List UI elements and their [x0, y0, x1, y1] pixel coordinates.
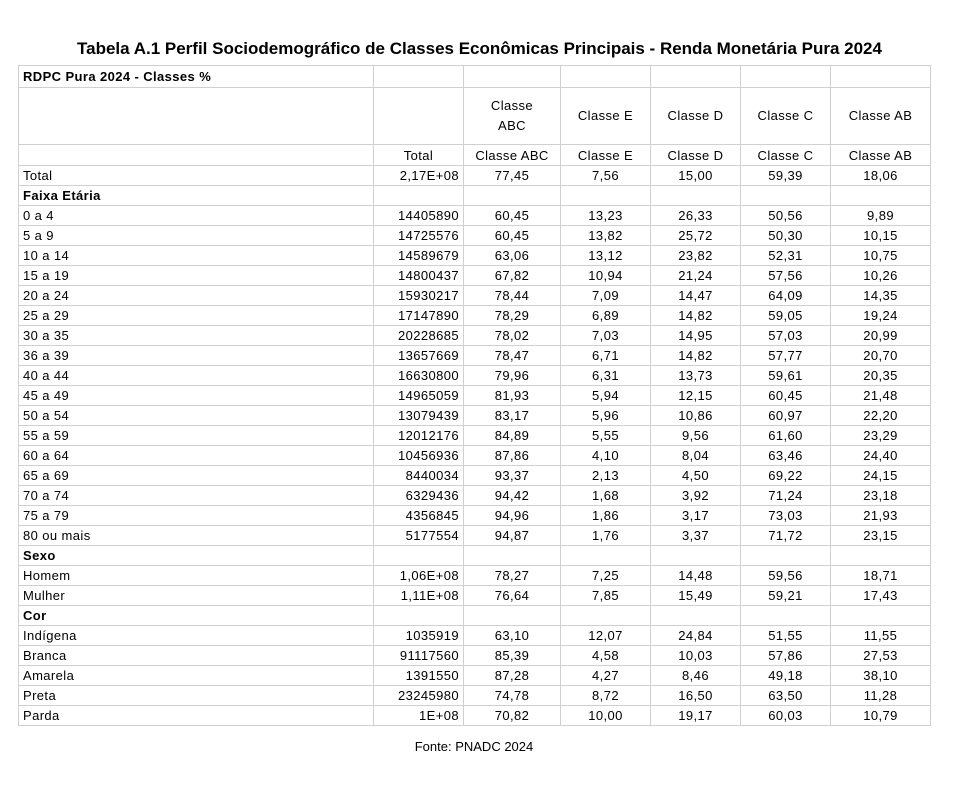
- value-cell: 60,97: [741, 406, 831, 426]
- value-cell: 14,95: [651, 326, 741, 346]
- row-label: Cor: [19, 606, 374, 626]
- table-row: [19, 326, 931, 346]
- column-header-classe-d: Classe D: [651, 145, 741, 166]
- value-cell: 3,17: [651, 506, 741, 526]
- value-cell: 14,35: [831, 286, 931, 306]
- value-cell: 78,47: [464, 346, 561, 366]
- value-cell: 4,27: [561, 666, 651, 686]
- value-cell: [741, 546, 831, 566]
- value-cell: 20,99: [831, 326, 931, 346]
- value-cell: 94,96: [464, 506, 561, 526]
- value-cell: [464, 186, 561, 206]
- value-cell: 49,18: [741, 666, 831, 686]
- value-cell: 79,96: [464, 366, 561, 386]
- value-cell: 21,93: [831, 506, 931, 526]
- table-row: [19, 166, 931, 186]
- row-label: Preta: [19, 686, 374, 706]
- value-cell: 76,64: [464, 586, 561, 606]
- total-cell: 1,06E+08: [374, 566, 464, 586]
- value-cell: 85,39: [464, 646, 561, 666]
- value-cell: 70,82: [464, 706, 561, 726]
- value-cell: 2,13: [561, 466, 651, 486]
- value-cell: [561, 186, 651, 206]
- group-header-classe-c: Classe C: [741, 88, 831, 145]
- value-cell: [464, 546, 561, 566]
- value-cell: 10,86: [651, 406, 741, 426]
- value-cell: [651, 546, 741, 566]
- empty-cell: [741, 66, 831, 88]
- value-cell: 13,12: [561, 246, 651, 266]
- row-label: 80 ou mais: [19, 526, 374, 546]
- value-cell: 27,53: [831, 646, 931, 666]
- value-cell: 3,92: [651, 486, 741, 506]
- value-cell: 24,15: [831, 466, 931, 486]
- empty-cell: [831, 66, 931, 88]
- value-cell: 7,03: [561, 326, 651, 346]
- row-label: Amarela: [19, 666, 374, 686]
- value-cell: 10,26: [831, 266, 931, 286]
- table-row: [19, 226, 931, 246]
- row-label: Faixa Etária: [19, 186, 374, 206]
- row-label: Homem: [19, 566, 374, 586]
- value-cell: 50,56: [741, 206, 831, 226]
- total-cell: 14405890: [374, 206, 464, 226]
- row-label: 50 a 54: [19, 406, 374, 426]
- table-row: [19, 206, 931, 226]
- group-header-row: [19, 88, 931, 145]
- value-cell: 6,31: [561, 366, 651, 386]
- value-cell: 13,82: [561, 226, 651, 246]
- value-cell: 84,89: [464, 426, 561, 446]
- value-cell: 63,50: [741, 686, 831, 706]
- value-cell: 7,56: [561, 166, 651, 186]
- row-label: Sexo: [19, 546, 374, 566]
- table-row: [19, 606, 931, 626]
- row-label: 30 a 35: [19, 326, 374, 346]
- value-cell: [831, 546, 931, 566]
- empty-cell: [464, 66, 561, 88]
- row-label: 20 a 24: [19, 286, 374, 306]
- value-cell: 5,96: [561, 406, 651, 426]
- row-label: 36 a 39: [19, 346, 374, 366]
- table-row: [19, 306, 931, 326]
- total-cell: [374, 546, 464, 566]
- value-cell: 63,10: [464, 626, 561, 646]
- total-cell: 17147890: [374, 306, 464, 326]
- value-cell: 78,29: [464, 306, 561, 326]
- value-cell: 14,82: [651, 306, 741, 326]
- value-cell: [561, 546, 651, 566]
- table-row: [19, 406, 931, 426]
- row-label: 25 a 29: [19, 306, 374, 326]
- value-cell: 71,72: [741, 526, 831, 546]
- value-cell: 5,94: [561, 386, 651, 406]
- row-label: 65 a 69: [19, 466, 374, 486]
- column-header-classe-c: Classe C: [741, 145, 831, 166]
- value-cell: 74,78: [464, 686, 561, 706]
- group-header-label: Classe ABC: [490, 97, 534, 134]
- group-header-classe-d: Classe D: [651, 88, 741, 145]
- value-cell: 57,77: [741, 346, 831, 366]
- column-header-classe-e: Classe E: [561, 145, 651, 166]
- table-row: [19, 626, 931, 646]
- value-cell: 59,61: [741, 366, 831, 386]
- value-cell: 57,03: [741, 326, 831, 346]
- value-cell: 6,71: [561, 346, 651, 366]
- value-cell: 78,27: [464, 566, 561, 586]
- empty-cell: [651, 66, 741, 88]
- value-cell: [561, 606, 651, 626]
- value-cell: 10,94: [561, 266, 651, 286]
- value-cell: [831, 186, 931, 206]
- value-cell: 59,39: [741, 166, 831, 186]
- table-row: [19, 586, 931, 606]
- value-cell: 93,37: [464, 466, 561, 486]
- table-body: [19, 166, 931, 726]
- value-cell: 23,82: [651, 246, 741, 266]
- value-cell: 14,82: [651, 346, 741, 366]
- total-cell: 14965059: [374, 386, 464, 406]
- value-cell: 50,30: [741, 226, 831, 246]
- value-cell: [831, 606, 931, 626]
- table-row: [19, 266, 931, 286]
- row-label: Mulher: [19, 586, 374, 606]
- value-cell: 19,17: [651, 706, 741, 726]
- column-header-total: Total: [374, 145, 464, 166]
- row-label: 15 a 19: [19, 266, 374, 286]
- table-row: [19, 566, 931, 586]
- value-cell: 10,03: [651, 646, 741, 666]
- group-header-classe-e: Classe E: [561, 88, 651, 145]
- total-cell: 14589679: [374, 246, 464, 266]
- total-cell: 12012176: [374, 426, 464, 446]
- value-cell: [651, 606, 741, 626]
- table-row: [19, 186, 931, 206]
- value-cell: 20,70: [831, 346, 931, 366]
- row-label: Branca: [19, 646, 374, 666]
- value-cell: 21,48: [831, 386, 931, 406]
- table-corner-row: [19, 66, 931, 88]
- total-cell: 14725576: [374, 226, 464, 246]
- value-cell: 8,72: [561, 686, 651, 706]
- value-cell: 24,84: [651, 626, 741, 646]
- value-cell: 59,05: [741, 306, 831, 326]
- total-cell: 13079439: [374, 406, 464, 426]
- value-cell: 73,03: [741, 506, 831, 526]
- total-cell: 15930217: [374, 286, 464, 306]
- value-cell: 7,09: [561, 286, 651, 306]
- row-label: 55 a 59: [19, 426, 374, 446]
- value-cell: 23,18: [831, 486, 931, 506]
- table-row: [19, 526, 931, 546]
- group-header-classe-abc: [464, 88, 561, 145]
- total-cell: 1391550: [374, 666, 464, 686]
- total-cell: 1E+08: [374, 706, 464, 726]
- source-note: Fonte: PNADC 2024: [414, 739, 534, 755]
- value-cell: 21,24: [651, 266, 741, 286]
- total-cell: 20228685: [374, 326, 464, 346]
- value-cell: 15,00: [651, 166, 741, 186]
- table-row: [19, 546, 931, 566]
- value-cell: 1,86: [561, 506, 651, 526]
- value-cell: 5,55: [561, 426, 651, 446]
- value-cell: 4,50: [651, 466, 741, 486]
- table-title: Tabela A.1 Perfil Sociodemográfico de Classes Econômicas Principais - Renda Monetária Pura 2024: [77, 39, 882, 58]
- column-header-classe-abc: Classe ABC: [464, 145, 561, 166]
- table-row: [19, 666, 931, 686]
- row-label: 60 a 64: [19, 446, 374, 466]
- value-cell: 23,15: [831, 526, 931, 546]
- value-cell: 64,09: [741, 286, 831, 306]
- value-cell: 60,03: [741, 706, 831, 726]
- row-label: 40 a 44: [19, 366, 374, 386]
- value-cell: 38,10: [831, 666, 931, 686]
- value-cell: 51,55: [741, 626, 831, 646]
- total-cell: 16630800: [374, 366, 464, 386]
- value-cell: 59,21: [741, 586, 831, 606]
- value-cell: 22,20: [831, 406, 931, 426]
- value-cell: 23,29: [831, 426, 931, 446]
- value-cell: 52,31: [741, 246, 831, 266]
- value-cell: 57,56: [741, 266, 831, 286]
- total-cell: 4356845: [374, 506, 464, 526]
- empty-cell: [19, 145, 374, 166]
- value-cell: 8,04: [651, 446, 741, 466]
- value-cell: 20,35: [831, 366, 931, 386]
- value-cell: 10,75: [831, 246, 931, 266]
- value-cell: [651, 186, 741, 206]
- value-cell: 60,45: [741, 386, 831, 406]
- table-row: [19, 386, 931, 406]
- value-cell: 77,45: [464, 166, 561, 186]
- value-cell: 78,44: [464, 286, 561, 306]
- value-cell: 83,17: [464, 406, 561, 426]
- value-cell: 10,15: [831, 226, 931, 246]
- row-label: Indígena: [19, 626, 374, 646]
- value-cell: 67,82: [464, 266, 561, 286]
- value-cell: 6,89: [561, 306, 651, 326]
- total-cell: 14800437: [374, 266, 464, 286]
- row-label: 70 a 74: [19, 486, 374, 506]
- value-cell: 1,68: [561, 486, 651, 506]
- total-cell: 1,11E+08: [374, 586, 464, 606]
- table-row: [19, 446, 931, 466]
- value-cell: 14,48: [651, 566, 741, 586]
- value-cell: 4,58: [561, 646, 651, 666]
- value-cell: [741, 606, 831, 626]
- value-cell: 12,07: [561, 626, 651, 646]
- total-cell: 13657669: [374, 346, 464, 366]
- row-label: 75 a 79: [19, 506, 374, 526]
- total-cell: 91117560: [374, 646, 464, 666]
- value-cell: 12,15: [651, 386, 741, 406]
- table-row: [19, 486, 931, 506]
- value-cell: 16,50: [651, 686, 741, 706]
- value-cell: 61,60: [741, 426, 831, 446]
- total-cell: 5177554: [374, 526, 464, 546]
- value-cell: 59,56: [741, 566, 831, 586]
- table-row: [19, 366, 931, 386]
- total-cell: 6329436: [374, 486, 464, 506]
- value-cell: 3,37: [651, 526, 741, 546]
- table-row: [19, 246, 931, 266]
- value-cell: 94,87: [464, 526, 561, 546]
- row-label: 45 a 49: [19, 386, 374, 406]
- value-cell: 71,24: [741, 486, 831, 506]
- table-row: [19, 506, 931, 526]
- value-cell: 19,24: [831, 306, 931, 326]
- value-cell: 13,73: [651, 366, 741, 386]
- value-cell: 18,06: [831, 166, 931, 186]
- value-cell: 9,89: [831, 206, 931, 226]
- value-cell: 10,79: [831, 706, 931, 726]
- empty-cell: [561, 66, 651, 88]
- column-header-classe-ab: Classe AB: [831, 145, 931, 166]
- value-cell: 25,72: [651, 226, 741, 246]
- socio-demographic-table: [18, 65, 931, 726]
- total-cell: [374, 606, 464, 626]
- row-label: Parda: [19, 706, 374, 726]
- value-cell: 24,40: [831, 446, 931, 466]
- value-cell: 78,02: [464, 326, 561, 346]
- row-label: Total: [19, 166, 374, 186]
- total-cell: 2,17E+08: [374, 166, 464, 186]
- value-cell: 17,43: [831, 586, 931, 606]
- value-cell: 11,55: [831, 626, 931, 646]
- corner-label: RDPC Pura 2024 - Classes %: [19, 66, 374, 88]
- value-cell: 14,47: [651, 286, 741, 306]
- table-row: [19, 426, 931, 446]
- value-cell: [464, 606, 561, 626]
- value-cell: 94,42: [464, 486, 561, 506]
- row-label: 10 a 14: [19, 246, 374, 266]
- value-cell: 4,10: [561, 446, 651, 466]
- value-cell: 9,56: [651, 426, 741, 446]
- total-cell: 10456936: [374, 446, 464, 466]
- value-cell: 57,86: [741, 646, 831, 666]
- total-cell: [374, 186, 464, 206]
- total-cell: 23245980: [374, 686, 464, 706]
- table-row: [19, 466, 931, 486]
- value-cell: 11,28: [831, 686, 931, 706]
- value-cell: 87,86: [464, 446, 561, 466]
- column-header-row: [19, 145, 931, 166]
- empty-cell: [374, 88, 464, 145]
- row-label: 5 a 9: [19, 226, 374, 246]
- value-cell: 13,23: [561, 206, 651, 226]
- value-cell: 7,85: [561, 586, 651, 606]
- value-cell: 8,46: [651, 666, 741, 686]
- value-cell: 18,71: [831, 566, 931, 586]
- value-cell: 81,93: [464, 386, 561, 406]
- empty-cell: [374, 66, 464, 88]
- value-cell: 63,06: [464, 246, 561, 266]
- value-cell: 69,22: [741, 466, 831, 486]
- value-cell: 60,45: [464, 206, 561, 226]
- table-row: [19, 706, 931, 726]
- group-header-classe-ab: Classe AB: [831, 88, 931, 145]
- table-row: [19, 346, 931, 366]
- table-row: [19, 686, 931, 706]
- empty-cell: [19, 88, 374, 145]
- value-cell: 15,49: [651, 586, 741, 606]
- value-cell: 63,46: [741, 446, 831, 466]
- value-cell: 60,45: [464, 226, 561, 246]
- row-label: 0 a 4: [19, 206, 374, 226]
- table-row: [19, 646, 931, 666]
- value-cell: 7,25: [561, 566, 651, 586]
- value-cell: 1,76: [561, 526, 651, 546]
- table-row: [19, 286, 931, 306]
- value-cell: 87,28: [464, 666, 561, 686]
- total-cell: 8440034: [374, 466, 464, 486]
- value-cell: 26,33: [651, 206, 741, 226]
- total-cell: 1035919: [374, 626, 464, 646]
- value-cell: 10,00: [561, 706, 651, 726]
- value-cell: [741, 186, 831, 206]
